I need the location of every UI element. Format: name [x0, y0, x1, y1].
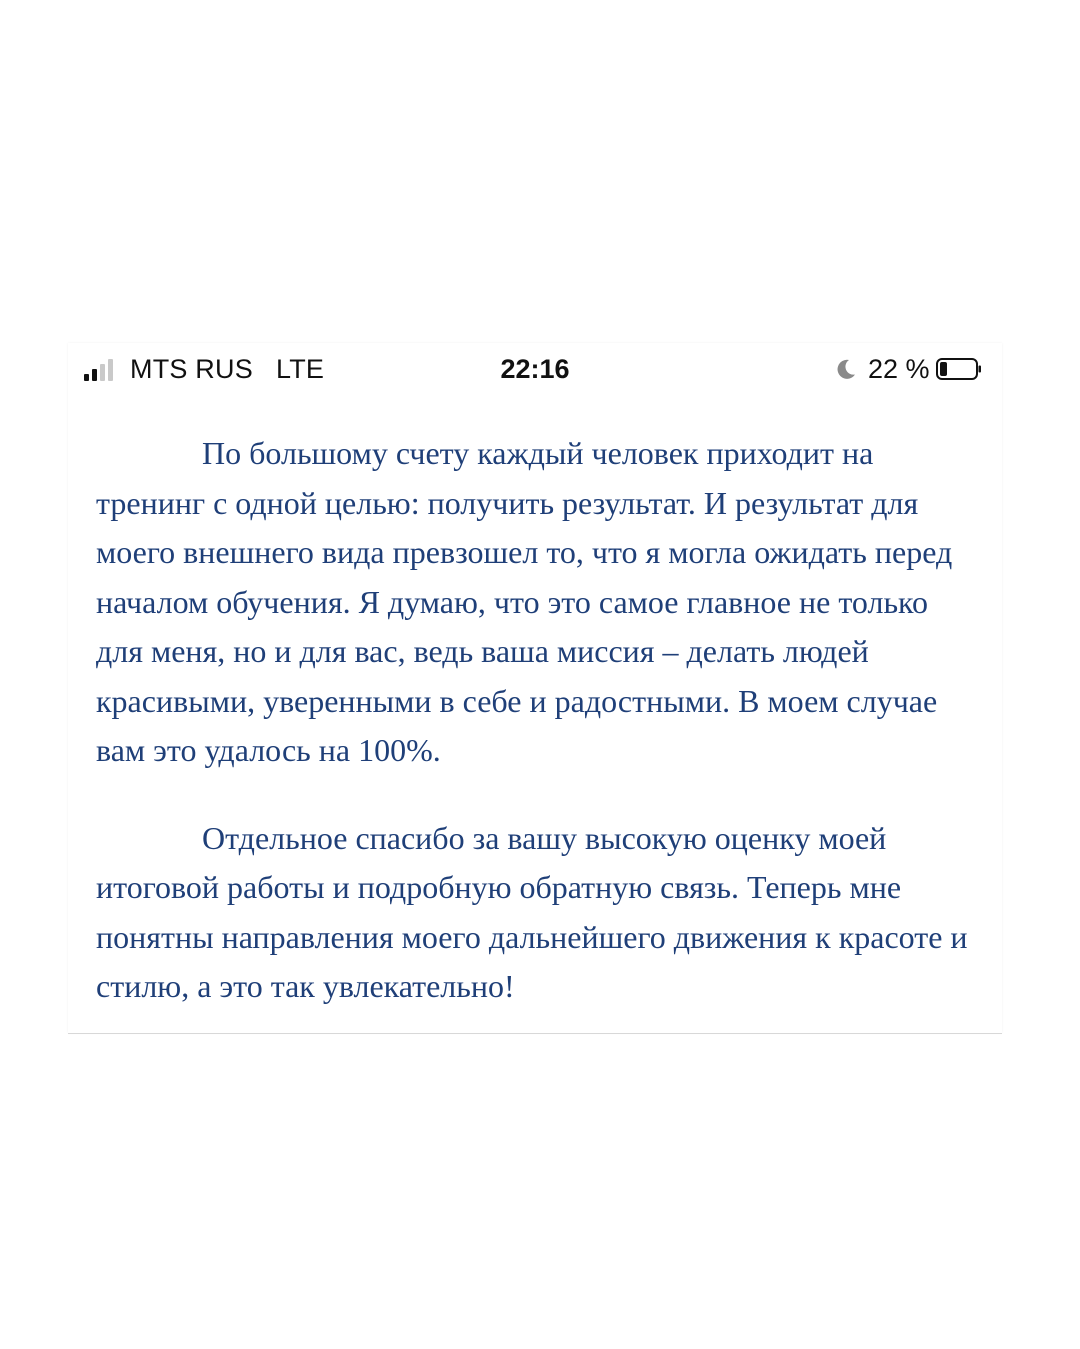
paragraph: Отдельное спасибо за вашу высокую оценку моей итоговой работы и подробную обратную связь. Теперь мне понятны направления моего дальнейшего движения к красоте и стилю, а это так увлекательно! [96, 819, 968, 1004]
clock: 22:16 [500, 354, 570, 384]
paragraph: По большому счету каждый человек приходит на тренинг с одной целью: получить результат. И результат для моего внешнего вида превзошел то, что я могла ожидать перед началом обучения. Я думаю, что это самое главное не только для меня, но и для вас, ведь ваша миссия – делать людей красивыми, уверенными в себе и радостными. В моем случае вам это удалось на 100%. [96, 435, 953, 768]
do-not-disturb-moon-icon [834, 357, 858, 381]
carrier-label: MTS RUS LTE [130, 354, 325, 384]
battery-percentage: 22 % [868, 354, 930, 384]
divider [68, 1033, 1002, 1034]
message-body [96, 429, 976, 1012]
battery-icon [936, 358, 982, 380]
status-bar [68, 343, 1002, 395]
battery-fill [940, 362, 947, 376]
screenshot-card [68, 343, 1002, 1033]
